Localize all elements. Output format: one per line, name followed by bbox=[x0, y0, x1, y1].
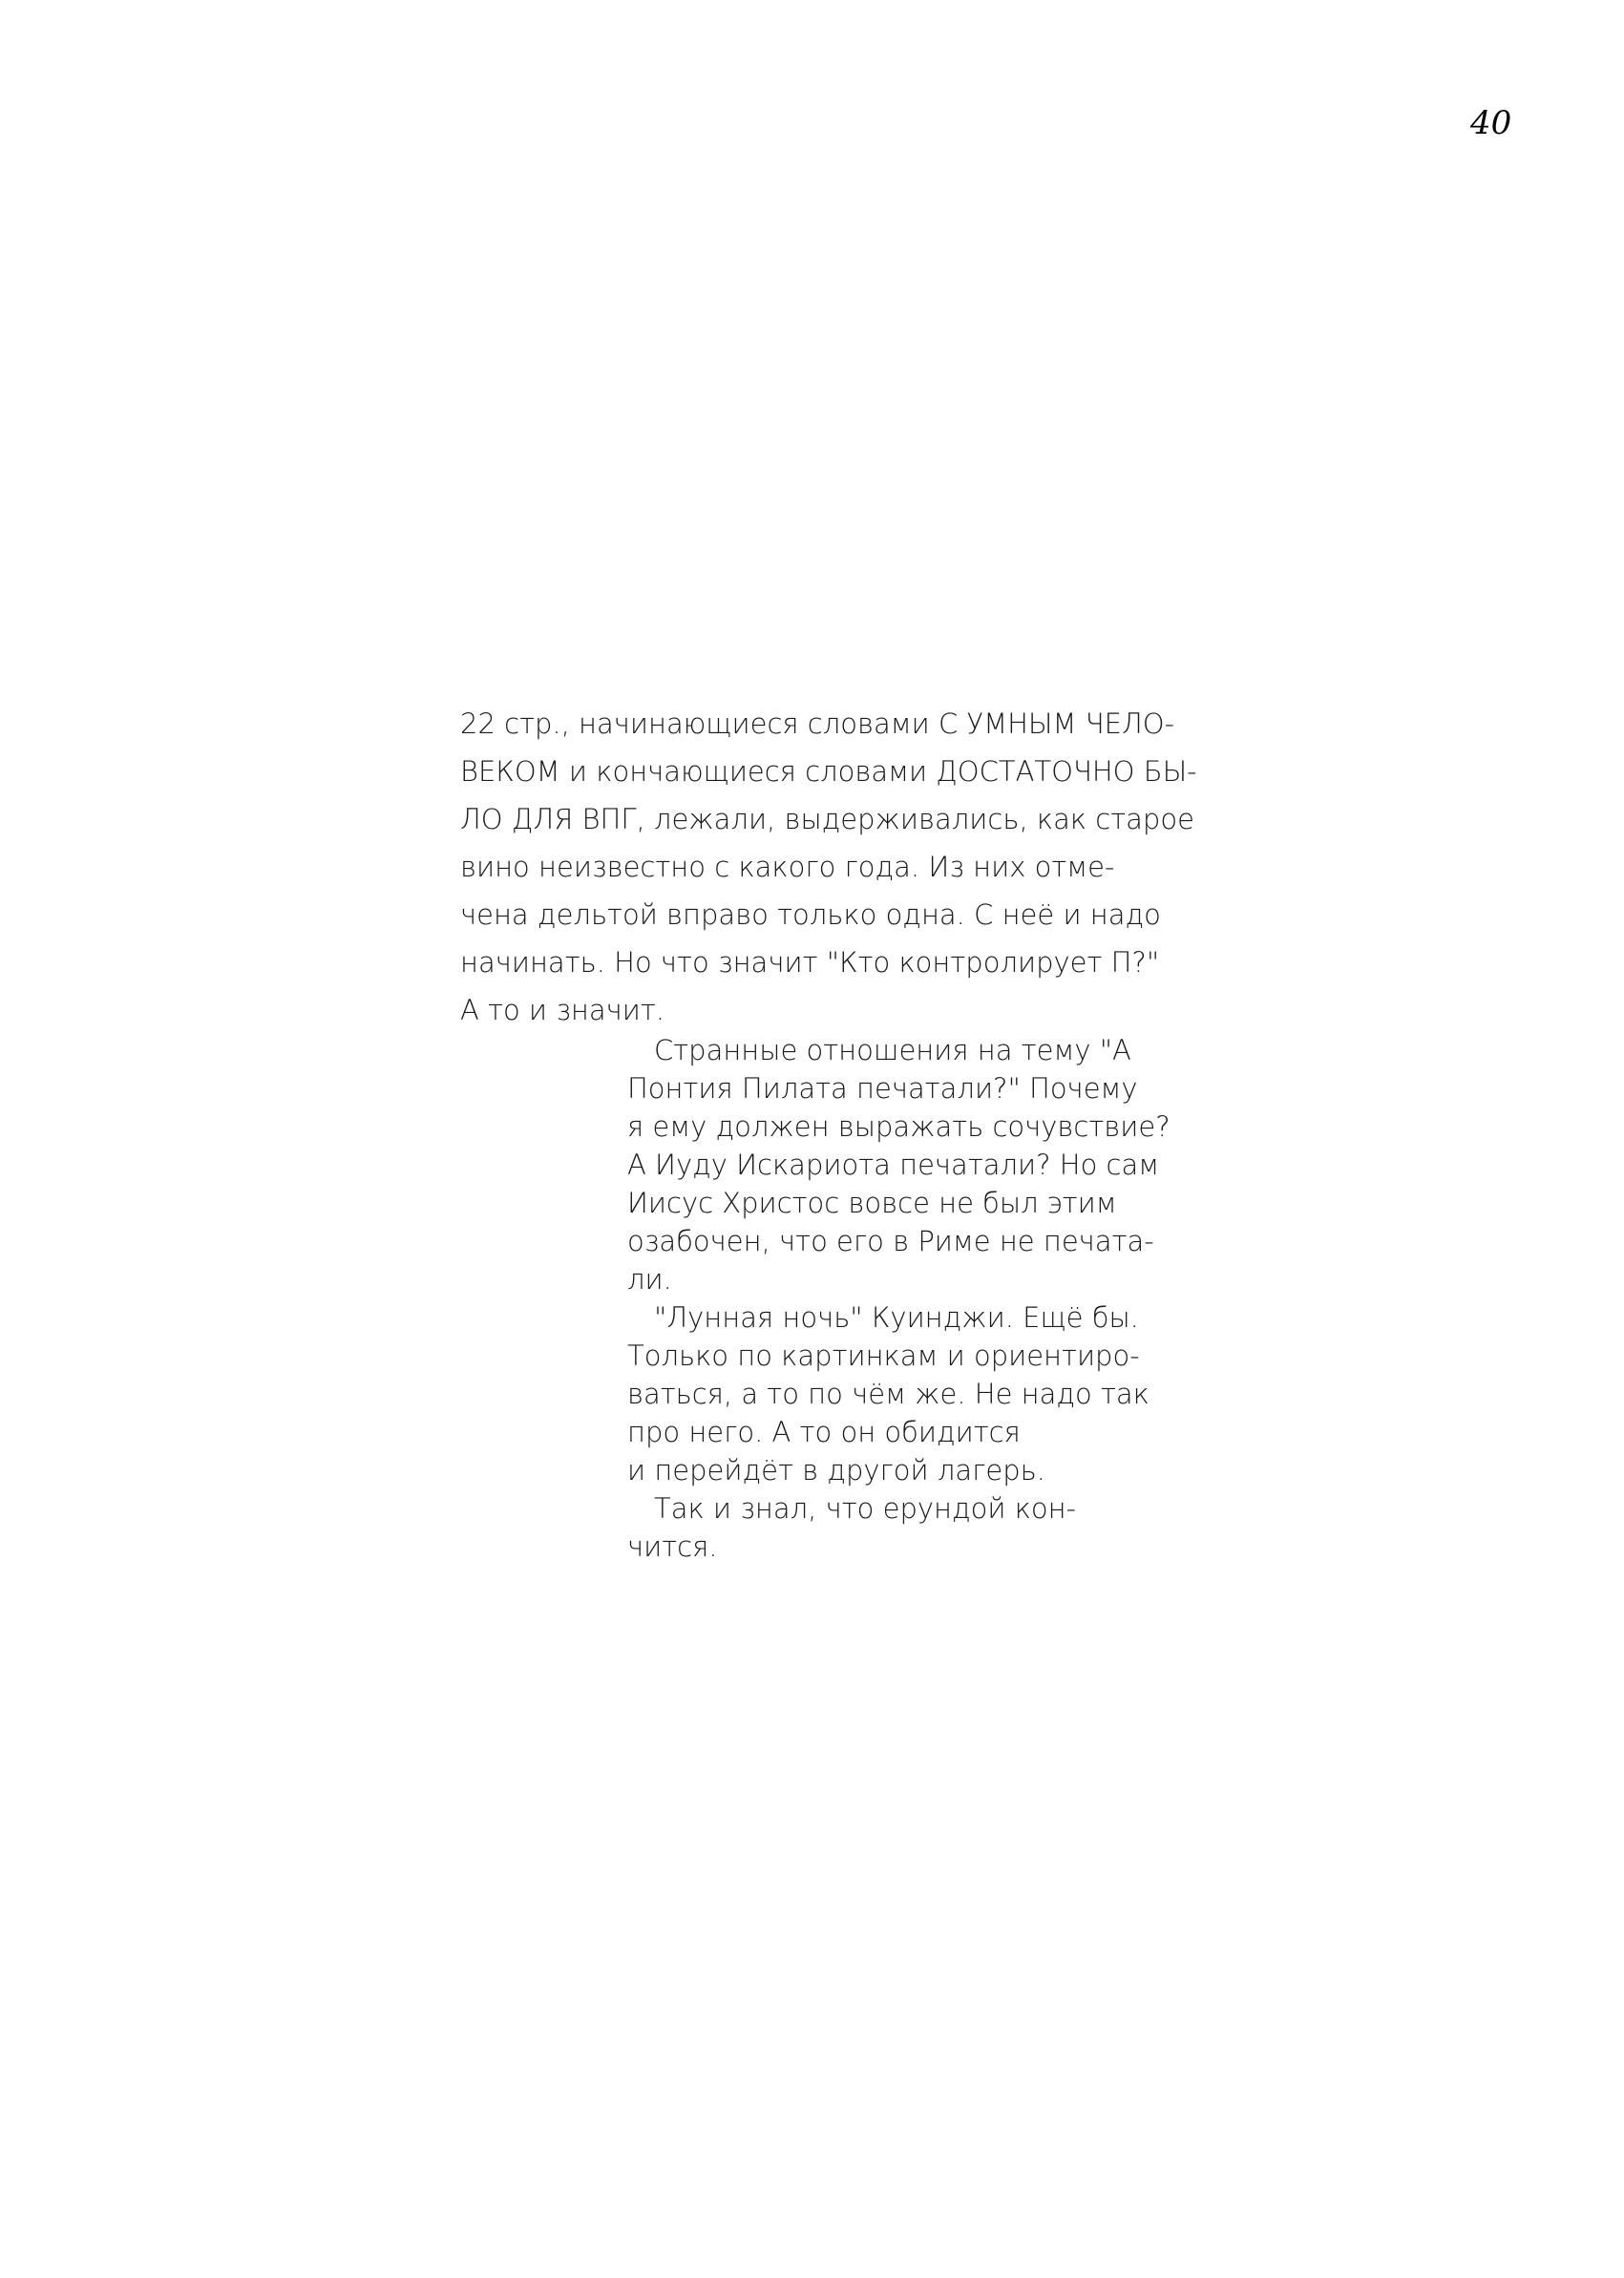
text-line: Иисус Христос вовсе не был этим bbox=[627, 1187, 1117, 1219]
text-line: А Иуду Искариота печатали? Но сам bbox=[627, 1149, 1160, 1181]
text-line: чена дельтой вправо только одна. С неё и надо bbox=[460, 898, 1161, 931]
text-line: "Лунная ночь" Куинджи. Ещё бы. bbox=[654, 1301, 1139, 1334]
text-line: Только по картинкам и ориентиро- bbox=[627, 1339, 1140, 1372]
text-line: начинать. Но что значит "Кто контролирует П?" bbox=[460, 946, 1160, 979]
text-line: 22 стр., начинающиеся словами С УМНЫМ ЧЕЛО- bbox=[460, 707, 1175, 740]
text-line: я ему должен выражать сочувствие? bbox=[627, 1110, 1171, 1143]
text-line: вино неизвестно с какого года. Из них отме- bbox=[460, 851, 1115, 883]
text-line: Так и знал, что ерундой кон- bbox=[654, 1492, 1077, 1525]
text-line: и перейдёт в другой лагерь. bbox=[627, 1454, 1045, 1487]
page-number: 40 bbox=[1470, 104, 1512, 142]
indented-text-block bbox=[627, 1031, 1171, 1566]
main-paragraph bbox=[460, 700, 1205, 1034]
text-line: ли. bbox=[627, 1263, 672, 1296]
text-line: озабочен, что его в Риме не печата- bbox=[627, 1225, 1154, 1257]
text-line: про него. А то он обидится bbox=[627, 1416, 1021, 1448]
text-line: Понтия Пилата печатали?" Почему bbox=[627, 1072, 1138, 1105]
text-line: ЛО ДЛЯ ВПГ, лежали, выдерживались, как старое bbox=[460, 803, 1194, 835]
text-line: А то и значит. bbox=[460, 994, 665, 1026]
text-line: ВЕКОМ и кончающиеся словами ДОСТАТОЧНО БЫ- bbox=[460, 755, 1197, 788]
text-line: чится. bbox=[627, 1530, 718, 1563]
text-line: ваться, а то по чём же. Не надо так bbox=[627, 1378, 1149, 1410]
text-line: Странные отношения на тему "А bbox=[654, 1034, 1131, 1066]
